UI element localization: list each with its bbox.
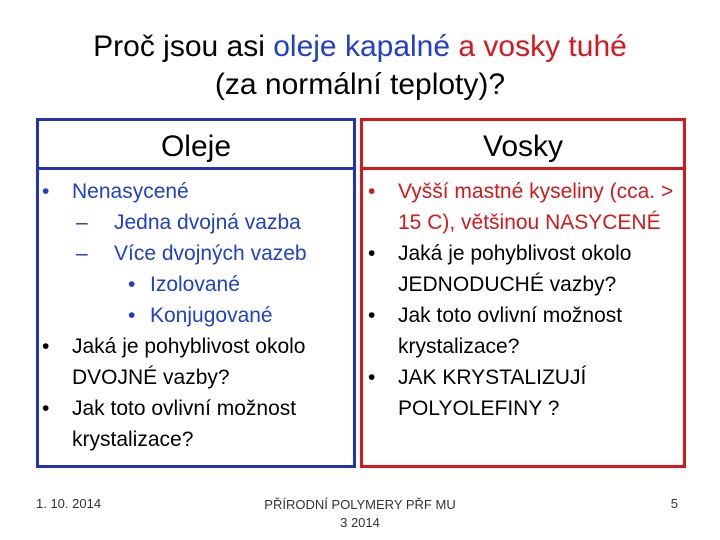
bullet-icon: • (42, 397, 50, 420)
footer-course (230, 496, 490, 532)
bullet-icon: • (42, 335, 50, 358)
title-line-2: (za normální teploty)? (214, 68, 506, 101)
dash-icon: – (76, 211, 88, 234)
title-part-oils: oleje kapalné (273, 30, 451, 63)
list-item: • Izolované (40, 269, 352, 300)
dash-icon: – (76, 242, 88, 265)
bullet-icon: • (368, 180, 376, 203)
footer-course-line-2: 3 2014 (340, 515, 380, 530)
list-item: – Více dvojných vazeb (40, 238, 352, 269)
list-item: • Vyšší mastné kyseliny (cca. > 15 C), většinou NASYCENÉ (366, 176, 682, 238)
bullet-icon: • (368, 366, 376, 389)
slide-title (0, 28, 720, 104)
title-part-1: Proč jsou asi (93, 30, 274, 63)
footer-date: 1. 10. 2014 (36, 496, 102, 511)
footer-course-line-1: PŘÍRODNÍ POLYMERY PŘF MU (264, 497, 456, 512)
list-item: • Jaká je pohyblivost okolo JEDNODUCHÉ vazby? (366, 238, 682, 300)
list-item: • Jak toto ovlivní možnost krystalizace? (366, 300, 682, 362)
list-item: • Jak toto ovlivní možnost krystalizace? (40, 393, 352, 455)
waxes-heading-divider (360, 167, 686, 170)
waxes-list (366, 176, 682, 424)
page-number: 5 (670, 496, 678, 511)
bullet-icon: • (368, 242, 376, 265)
bullet-icon: • (368, 304, 376, 327)
title-line-1 (0, 28, 720, 66)
bullet-icon: • (42, 180, 50, 203)
list-item: • JAK KRYSTALIZUJÍ POLYOLEFINY ? (366, 362, 682, 424)
list-item: – Jedna dvojná vazba (40, 207, 352, 238)
oils-heading: Oleje (160, 130, 232, 163)
bullet-icon: • (128, 304, 136, 327)
bullet-icon: • (128, 273, 136, 296)
title-part-3: a (450, 30, 484, 63)
list-item: • Nenasycené (40, 176, 352, 207)
title-part-waxes: vosky tuhé (483, 30, 627, 63)
oils-heading-divider (36, 167, 356, 170)
oils-list (40, 176, 352, 455)
list-item: • Konjugované (40, 300, 352, 331)
list-item: • Jaká je pohyblivost okolo DVOJNÉ vazby? (40, 331, 352, 393)
waxes-heading: Vosky (482, 130, 564, 163)
